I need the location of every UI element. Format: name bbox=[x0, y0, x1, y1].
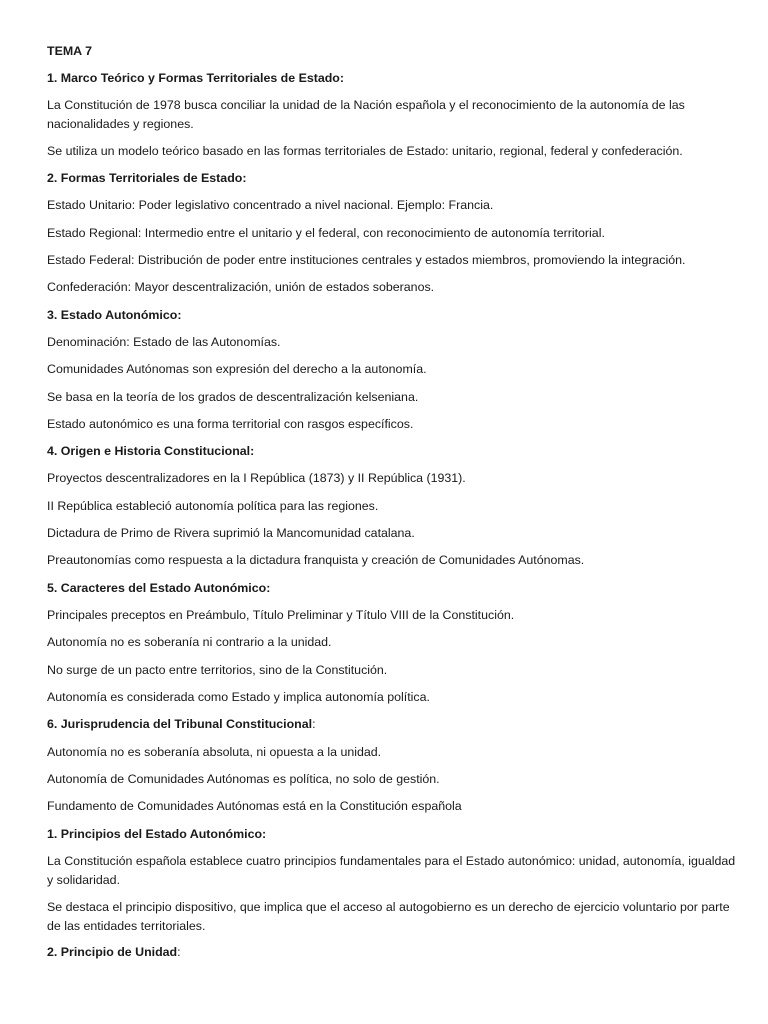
section-heading-colon: : bbox=[177, 945, 181, 959]
paragraph: Denominación: Estado de las Autonomías. bbox=[47, 335, 281, 349]
paragraph: Dictadura de Primo de Rivera suprimió la Mancomunidad catalana. bbox=[47, 526, 415, 540]
paragraph: Preautonomías como respuesta a la dictadura franquista y creación de Comunidades Autónomas. bbox=[47, 553, 585, 567]
paragraph: La Constitución de 1978 busca conciliar la unidad de la Nación española y el reconocimiento de la autonomía de las nacionalidades y regiones. bbox=[47, 98, 685, 131]
paragraph: Estado Unitario: Poder legislativo concentrado a nivel nacional. Ejemplo: Francia. bbox=[47, 198, 494, 212]
paragraph: Confederación: Mayor descentralización, unión de estados soberanos. bbox=[47, 280, 435, 294]
paragraph: Fundamento de Comunidades Autónomas está en la Constitución española bbox=[47, 799, 462, 813]
paragraph: Se basa en la teoría de los grados de descentralización kelseniana. bbox=[47, 390, 419, 404]
paragraph: Proyectos descentralizadores en la I República (1873) y II República (1931). bbox=[47, 471, 466, 485]
section-heading: 3. Estado Autonómico: bbox=[47, 308, 182, 322]
section-heading-colon: : bbox=[312, 717, 316, 731]
paragraph: Se destaca el principio dispositivo, que implica que el acceso al autogobierno es un derecho de ejercicio voluntario por parte de las entidades territoriales. bbox=[47, 900, 730, 933]
section-heading: 4. Origen e Historia Constitucional: bbox=[47, 444, 255, 458]
section-heading bbox=[47, 715, 737, 734]
paragraph: Autonomía no es soberanía absoluta, ni opuesta a la unidad. bbox=[47, 745, 382, 759]
paragraph: No surge de un pacto entre territorios, sino de la Constitución. bbox=[47, 663, 388, 677]
paragraph: Comunidades Autónomas son expresión del derecho a la autonomía. bbox=[47, 362, 427, 376]
section-heading: 1. Principios del Estado Autonómico: bbox=[47, 827, 267, 841]
paragraph: Autonomía es considerada como Estado y implica autonomía política. bbox=[47, 690, 430, 704]
section-heading bbox=[47, 943, 737, 962]
document-title: TEMA 7 bbox=[47, 44, 92, 58]
paragraph: Principales preceptos en Preámbulo, Título Preliminar y Título VIII de la Constitución. bbox=[47, 608, 515, 622]
paragraph: Estado Federal: Distribución de poder entre instituciones centrales y estados miembros, promoviendo la integración. bbox=[47, 253, 686, 267]
paragraph: Se utiliza un modelo teórico basado en las formas territoriales de Estado: unitario, regional, federal y confederación. bbox=[47, 144, 683, 158]
section-heading: 5. Caracteres del Estado Autonómico: bbox=[47, 581, 271, 595]
section-heading-text: 6. Jurisprudencia del Tribunal Constitucional bbox=[47, 717, 313, 731]
section-heading: 1. Marco Teórico y Formas Territoriales de Estado: bbox=[47, 71, 345, 85]
section-heading: 2. Formas Territoriales de Estado: bbox=[47, 171, 247, 185]
paragraph: Estado Regional: Intermedio entre el unitario y el federal, con reconocimiento de autonomía territorial. bbox=[47, 226, 605, 240]
paragraph: Autonomía de Comunidades Autónomas es política, no solo de gestión. bbox=[47, 772, 440, 786]
paragraph: Estado autonómico es una forma territorial con rasgos específicos. bbox=[47, 417, 414, 431]
paragraph: Autonomía no es soberanía ni contrario a la unidad. bbox=[47, 635, 332, 649]
paragraph: La Constitución española establece cuatro principios fundamentales para el Estado autonómico: unidad, autonomía, igualdad y solidaridad. bbox=[47, 854, 736, 887]
section-heading-text: 2. Principio de Unidad bbox=[47, 945, 178, 959]
paragraph: II República estableció autonomía política para las regiones. bbox=[47, 499, 379, 513]
